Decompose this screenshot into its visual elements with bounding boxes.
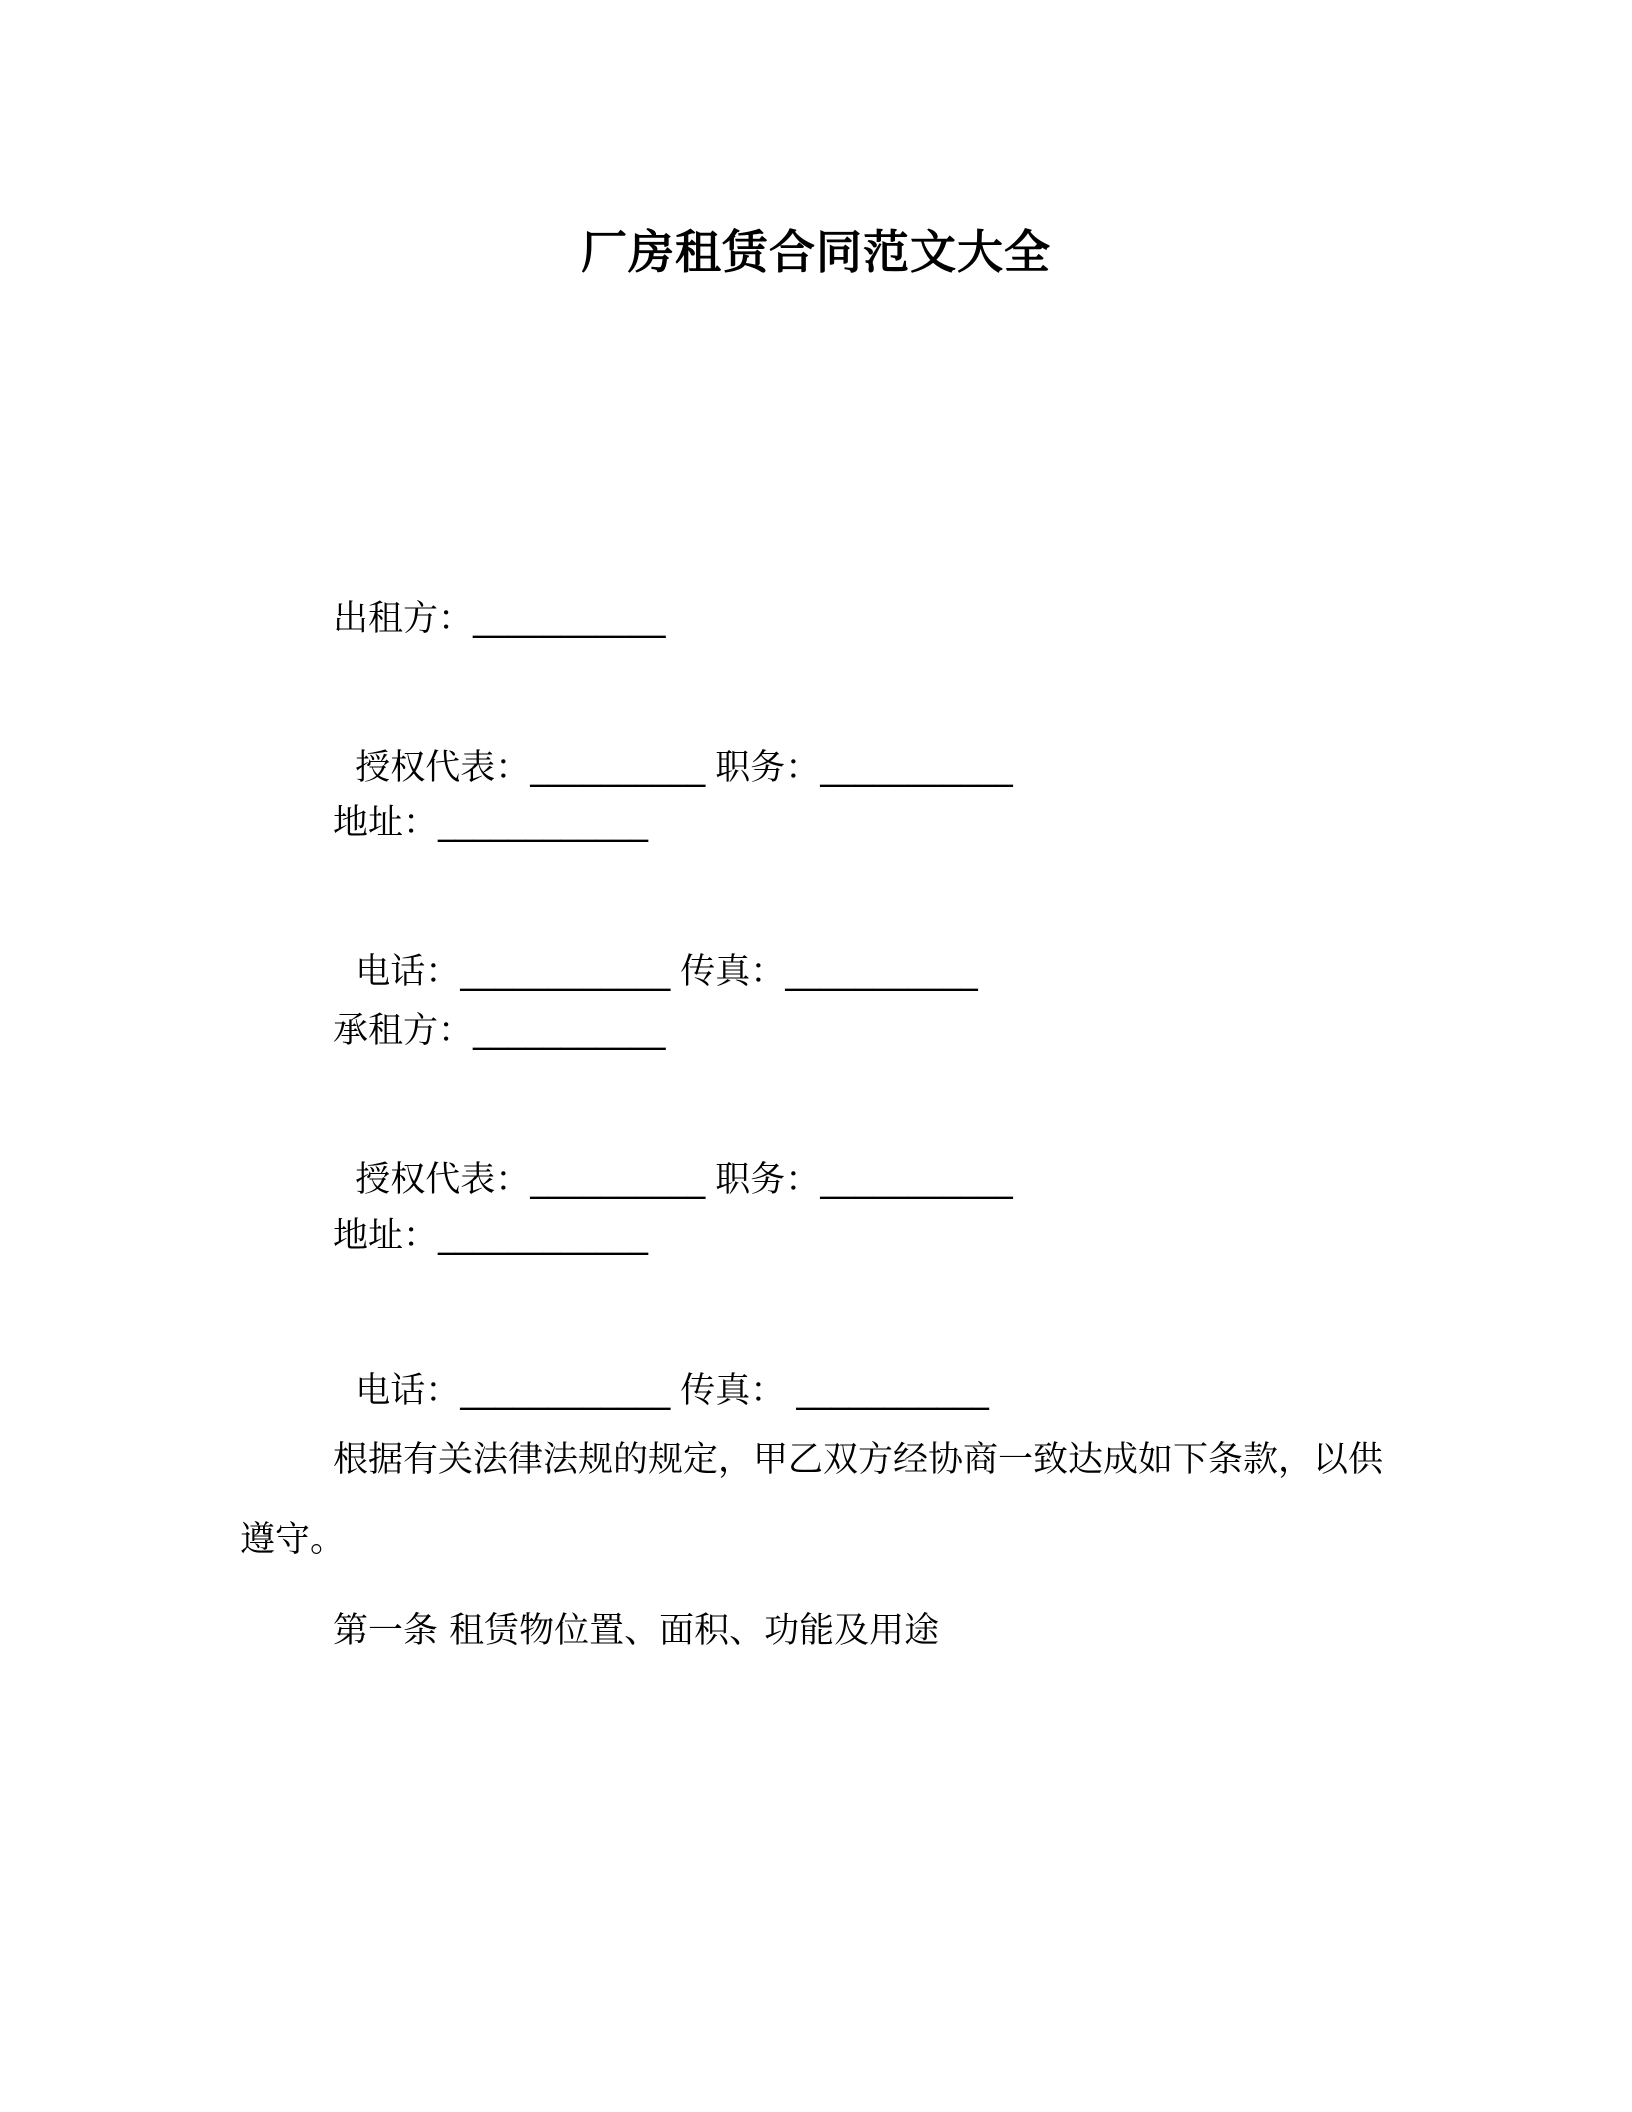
document-title: 厂房租赁合同范文大全: [581, 225, 1051, 279]
lessor-phone-field: 电话：____________: [355, 952, 671, 992]
lessor-position-field: 职务：___________: [715, 748, 1013, 788]
lessee-line: 承租方：___________: [333, 1011, 666, 1051]
lessee-representative-field: 授权代表：__________: [355, 1160, 706, 1200]
lessor-fax-field: 传真：___________: [680, 952, 978, 992]
lessor-representative-line: [333, 699, 1013, 791]
lessee-phone-field: 电话：____________: [355, 1371, 671, 1411]
lessor-representative-field: 授权代表：__________: [355, 748, 706, 788]
lessee-representative-line: [333, 1111, 1013, 1203]
lessee-address-line: 地址：____________: [333, 1216, 649, 1256]
lessee-fax-field: 传真： ___________: [680, 1371, 989, 1411]
lessor-address-line: 地址：____________: [333, 803, 649, 843]
article-1-heading: 第一条 租赁物位置、面积、功能及用途: [333, 1611, 940, 1651]
intro-paragraph: [240, 1420, 1390, 1580]
lessee-position-field: 职务：___________: [715, 1160, 1013, 1200]
intro-paragraph-text: 根据有关法律法规的规定，甲乙双方经协商一致达成如下条款，以供遵守。: [240, 1440, 1384, 1560]
lessee-contact-line: [333, 1322, 989, 1414]
lessor-contact-line: [333, 903, 978, 995]
lessor-line: 出租方：___________: [333, 599, 666, 639]
